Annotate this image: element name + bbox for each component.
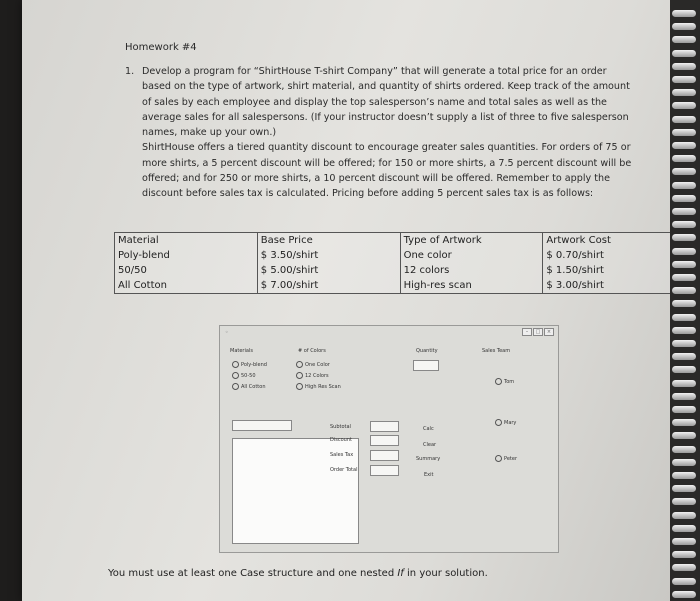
table-cell: 50/50 (115, 263, 258, 278)
form-icon: ◦ (225, 329, 229, 336)
binding-coil (672, 459, 696, 466)
color-option[interactable]: High Res Scan (296, 383, 341, 390)
binding-coil (672, 261, 696, 268)
clear-button[interactable]: Clear (423, 442, 437, 448)
binding-coil (672, 208, 696, 215)
binding-coil (672, 578, 696, 585)
sales-team-label: Sales Team (482, 348, 511, 354)
binding-coil (672, 63, 696, 70)
binding-coil (672, 182, 696, 189)
table-cell: Artwork Cost (543, 233, 675, 249)
binding-coil (672, 380, 696, 387)
name-input[interactable] (232, 420, 292, 431)
binding-coil (672, 366, 696, 373)
binding-coil (672, 168, 696, 175)
table-cell: All Cotton (115, 278, 258, 294)
discount-output (370, 435, 399, 446)
binding-coil (672, 234, 696, 241)
maximize-icon: □ (533, 328, 543, 336)
subtotal-label: Subtotal (330, 424, 351, 430)
homework-title: Homework #4 (125, 42, 197, 53)
table-cell: Poly-blend (115, 248, 258, 263)
binding-coil (672, 353, 696, 360)
binding-coil (672, 142, 696, 149)
table-cell: $ 3.00/shirt (543, 278, 675, 294)
table-row (115, 263, 675, 278)
binding-coil (672, 102, 696, 109)
binding-coil (672, 50, 696, 57)
binding-coil (672, 327, 696, 334)
table-cell: Base Price (257, 233, 400, 249)
table-row (115, 248, 675, 263)
pricing-table (114, 232, 675, 294)
binding-coil (672, 485, 696, 492)
binding-coil (672, 89, 696, 96)
colors-label: # of Colors (298, 348, 326, 354)
order-total-output (370, 465, 399, 476)
table-cell: $ 3.50/shirt (257, 248, 400, 263)
material-option[interactable]: All Cotton (232, 383, 266, 390)
salesperson-option[interactable]: Mary (495, 419, 516, 426)
table-cell: One color (400, 248, 543, 263)
table-row (115, 278, 675, 294)
material-option[interactable]: Poly-blend (232, 361, 267, 368)
binding-coil (672, 446, 696, 453)
table-cell: $ 7.00/shirt (257, 278, 400, 294)
table-cell: $ 5.00/shirt (257, 263, 400, 278)
binding-coil (672, 564, 696, 571)
spiral-binding (670, 0, 700, 601)
binding-coil (672, 393, 696, 400)
binding-coil (672, 525, 696, 532)
worksheet-page (22, 0, 672, 601)
salesperson-option[interactable]: Tom (495, 378, 514, 385)
binding-coil (672, 591, 696, 598)
binding-coil (672, 538, 696, 545)
binding-coil (672, 129, 696, 136)
color-option[interactable]: One Color (296, 361, 330, 368)
binding-coil (672, 248, 696, 255)
color-option[interactable]: 12 Colors (296, 372, 329, 379)
subtotal-output (370, 421, 399, 432)
table-cell: Type of Artwork (400, 233, 543, 249)
materials-label: Materials (230, 348, 253, 354)
binding-coil (672, 432, 696, 439)
binding-coil (672, 512, 696, 519)
order-total-label: Order Total (330, 467, 358, 473)
binding-coil (672, 472, 696, 479)
binding-coil (672, 551, 696, 558)
table-row (115, 233, 675, 249)
binding-coil (672, 10, 696, 17)
binding-coil (672, 419, 696, 426)
discount-label: Discount (330, 437, 352, 443)
table-cell: 12 colors (400, 263, 543, 278)
binding-coil (672, 23, 696, 30)
table-cell: Material (115, 233, 258, 249)
binding-coil (672, 274, 696, 281)
binding-coil (672, 221, 696, 228)
binding-coil (672, 195, 696, 202)
material-option[interactable]: 50-50 (232, 372, 256, 379)
problem-statement (125, 64, 635, 202)
problem-paragraph-1: Develop a program for “ShirtHouse T-shirt Company” that will generate a total price for an order based on the type of artwork, shirt material, and quantity of shirts ordered. Keep track of the amount of sales by each employee and display the top salesperson’s name and total sales as well as the average sales for all salespersons. (If your instructor doesn’t supply a list of three to five salesperson names, make up your own.) (142, 66, 630, 139)
calc-button[interactable]: Calc (423, 426, 434, 432)
problem-paragraph-2: ShirtHouse offers a tiered quantity discount to encourage greater sales quantities. For orders of 75 or more shirts, a 5 percent discount will be offered; for 150 or more shirts, a 7.5 percent discount will be offered; and for 250 or more shirts, a 10 percent discount will be offered. Remember to apply the discount before sales tax is calculated. Pricing before adding 5 percent sales tax is as follows: (142, 142, 632, 200)
binding-coil (672, 406, 696, 413)
binding-coil (672, 76, 696, 83)
binding-coil (672, 116, 696, 123)
binding-coil (672, 155, 696, 162)
binding-coil (672, 36, 696, 43)
quantity-label: Quantity (416, 348, 438, 354)
minimize-icon: – (522, 328, 532, 336)
order-form-mockup (219, 325, 559, 553)
quantity-input[interactable] (413, 360, 439, 371)
binding-coil (672, 287, 696, 294)
exit-button[interactable]: Exit (424, 472, 434, 478)
table-cell: $ 0.70/shirt (543, 248, 675, 263)
binding-coil (672, 314, 696, 321)
sales-tax-output (370, 450, 399, 461)
table-cell: High-res scan (400, 278, 543, 294)
binding-coil (672, 300, 696, 307)
binding-coil (672, 498, 696, 505)
binding-coil (672, 340, 696, 347)
close-icon: × (544, 328, 554, 336)
summary-button[interactable]: Summary (416, 456, 441, 462)
item-number: 1. (125, 66, 135, 77)
table-cell: $ 1.50/shirt (543, 263, 675, 278)
salesperson-option[interactable]: Peter (495, 455, 517, 462)
sales-tax-label: Sales Tax (330, 452, 354, 458)
requirements-note: You must use at least one Case structure and one nested If in your solution. (108, 568, 488, 579)
